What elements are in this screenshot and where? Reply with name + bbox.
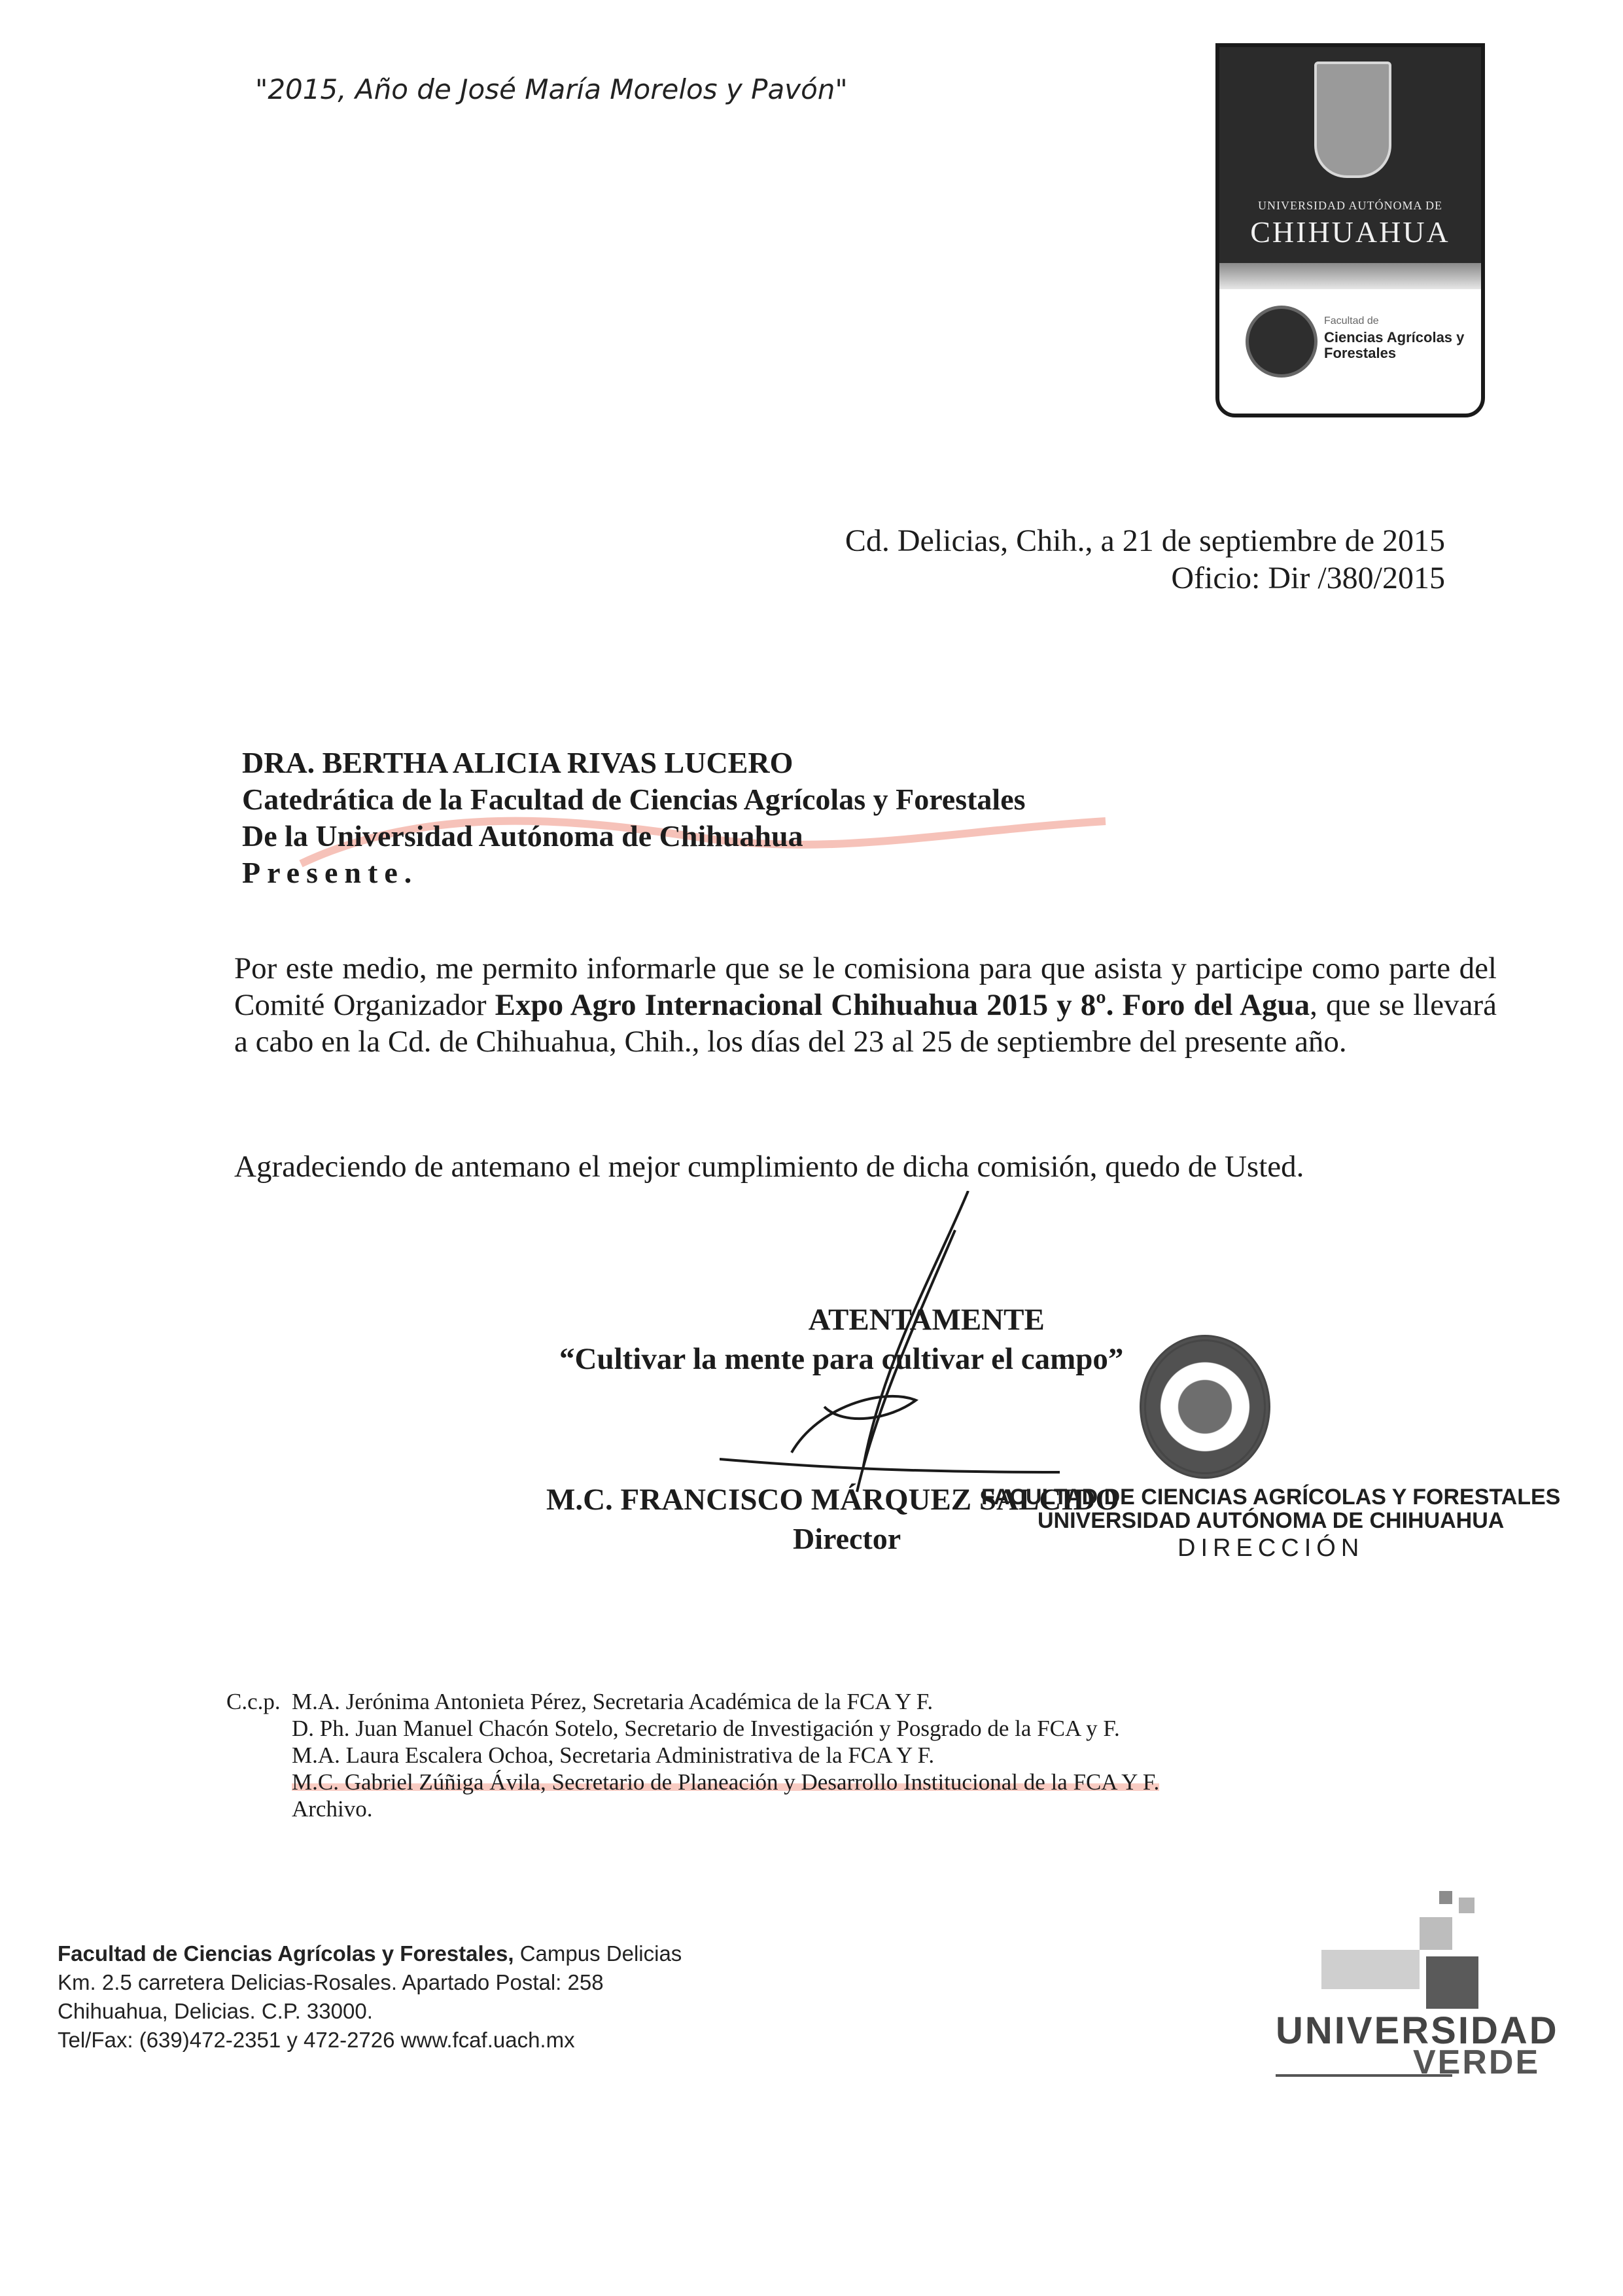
faculty-seal-icon [1246,306,1318,378]
body-text-a: Por este medio, me permito informarle que se le comisiona para que asista y participe como parte del Comité Organizador [234,951,1497,1022]
footer-faculty-name: Facultad de Ciencias Agrícolas y Forestales, [58,1941,514,1966]
logo-square [1420,1917,1452,1950]
body-paragraph-1 [234,950,1497,1060]
ccp-item: D. Ph. Juan Manuel Chacón Sotelo, Secretario de Investigación y Posgrado de la FCA y F. [292,1716,1120,1741]
ccp-item: Archivo. [292,1796,373,1822]
logo-square [1439,1891,1452,1904]
footer-line-2: Km. 2.5 carretera Delicias-Rosales. Apartado Postal: 258 [58,1970,604,1994]
presente: Presente. [242,856,419,889]
place-date: Cd. Delicias, Chih., a 21 de septiembre de 2015 [845,523,1445,558]
footer-line-4: Tel/Fax: (639)472-2351 y 472-2726 www.fcaf.uach.mx [58,2028,575,2052]
universidad-verde-logo [1269,1891,1559,2087]
logo-square [1459,1898,1475,1913]
ccp-item: M.A. Laura Escalera Ochoa, Secretaria Administrativa de la FCA Y F. [292,1742,935,1768]
logo-university-small: UNIVERSIDAD AUTÓNOMA DE [1258,199,1442,212]
university-logo [1215,43,1485,417]
stamp-line-2: UNIVERSIDAD AUTÓNOMA DE CHIHUAHUA [1037,1508,1505,1533]
ccp-item: M.A. Jerónima Antonieta Pérez, Secretaria Académica de la FCA Y F. [292,1689,934,1714]
direction-stamp [981,1485,1560,1560]
uv-text-1: UNIVERSIDAD [1276,2009,1559,2052]
signer-name: M.C. FRANCISCO MÁRQUEZ SALCIDO [546,1483,1120,1517]
signer-role: Director [793,1522,901,1555]
footer-campus: Campus Delicias [514,1941,682,1966]
footer-line-3: Chihuahua, Delicias. C.P. 33000. [58,1999,373,2023]
ccp-label: C.c.p. [226,1689,281,1714]
body-paragraph-2: Agradeciendo de antemano el mejor cumplimiento de dicha comisión, quedo de Usted. [234,1150,1304,1184]
addressee-name: DRA. BERTHA ALICIA RIVAS LUCERO [242,746,794,779]
uv-text-2: VERDE [1413,2043,1541,2081]
addressee-institution: De la Universidad Autónoma de Chihuahua [242,819,803,853]
institutional-lema: “Cultivar la mente para cultivar el campo” [559,1342,1124,1376]
stamp-line-3: DIRECCIÓN [1178,1534,1365,1562]
recycle-icon [1426,1956,1478,2009]
ccp-item-highlighted [226,1769,1159,1795]
footer-address [58,1939,682,2055]
addressee-block [242,745,1026,891]
logo-faculty-small: Facultad de [1324,315,1379,327]
logo-faculty-big: Ciencias Agrícolas y Forestales [1324,329,1465,361]
year-motto: "2015, Año de José María Morelos y Pavón" [255,73,848,105]
letter-date-block [845,522,1445,597]
body-text-b: , que se llevará a cabo en la Cd. de Chihuahua, Chih., los días del 23 al 25 de septiembre del presente año. [234,988,1497,1059]
logo-band [1219,263,1481,289]
event-name: Expo Agro Internacional Chihuahua 2015 y 8º. Foro del Agua [495,988,1310,1022]
carbon-copy-list [226,1688,1159,1822]
oficio-number: Oficio: Dir /380/2015 [1171,561,1445,595]
stamp-line-1: FACULTAD DE CIENCIAS AGRÍCOLAS Y FORESTALES [981,1485,1561,1510]
logo-dark-panel [1219,47,1481,263]
atentamente: ATENTAMENTE [808,1303,1045,1337]
logo-square [1321,1950,1420,1989]
addressee-title: Catedrática de la Facultad de Ciencias Agrícolas y Forestales [242,783,1026,816]
faculty-stamp-icon [1140,1335,1270,1479]
logo-university-big: CHIHUAHUA [1250,215,1450,249]
ccp-item-text: M.C. Gabriel Zúñiga Ávila, Secretario de Planeación y Desarrollo Institucional de la FCA Y F. [292,1769,1160,1795]
university-shield-icon [1314,62,1391,178]
